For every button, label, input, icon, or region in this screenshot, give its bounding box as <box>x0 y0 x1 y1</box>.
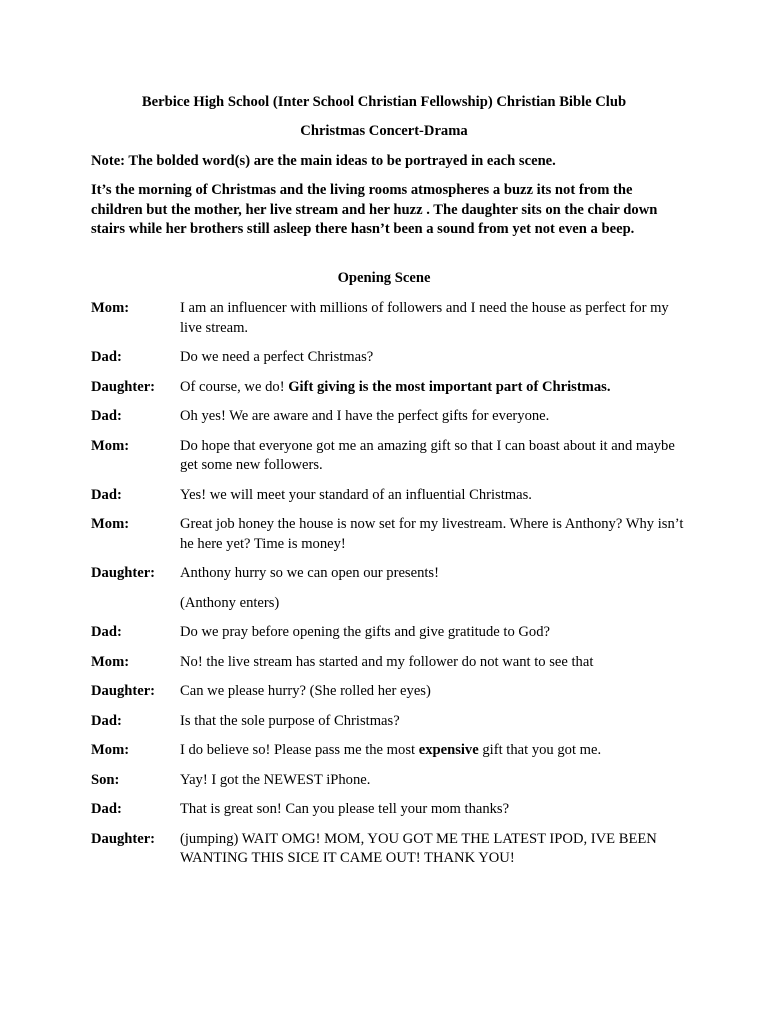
dialogue-fragment: gift that you got me. <box>478 742 602 758</box>
dialogue-line <box>91 564 686 584</box>
dialogue-text <box>180 378 686 398</box>
dialogue-line <box>91 653 686 673</box>
speaker-name: Daughter: <box>91 565 156 581</box>
dialogue-text <box>180 515 686 554</box>
dialogue-text <box>180 594 686 614</box>
dialogue-line <box>91 378 686 398</box>
speaker-name: Mom: <box>91 742 130 758</box>
dialogue-line <box>91 712 686 732</box>
dialogue-fragment: (Anthony enters) <box>180 594 280 611</box>
dialogue-line <box>91 486 686 506</box>
speaker-name: Dad: <box>91 408 122 424</box>
dialogue-line <box>91 594 686 614</box>
dialogue-text <box>180 564 686 584</box>
emphasized-text: expensive <box>418 742 479 758</box>
dialogue-text <box>180 712 686 732</box>
dialogue-text <box>180 741 686 761</box>
speaker-name: Son: <box>91 771 120 788</box>
dialogue-text <box>180 437 686 476</box>
dialogue-text <box>180 623 686 643</box>
dialogue-fragment: No! the live stream has started and my follower do not want to see that <box>180 653 594 670</box>
dialogue-line <box>91 515 686 554</box>
dialogue-line <box>91 830 686 869</box>
dialogue-line <box>91 623 686 643</box>
speaker-name <box>91 594 180 614</box>
dialogue-fragment: Oh yes! We are aware and I have the perfect gifts for everyone. <box>180 408 550 424</box>
scene-heading: Opening Scene <box>337 270 431 286</box>
dialogue-line <box>91 299 686 338</box>
dialogue-fragment: Yay! I got the NEWEST iPhone. <box>180 771 371 788</box>
dialogue-line <box>91 348 686 368</box>
dialogue-fragment: That is great son! Can you please tell your mom thanks? <box>180 801 510 817</box>
dialogue-text <box>180 299 686 338</box>
dialogue-line <box>91 800 686 820</box>
dialogue-fragment: Great job honey the house is now set for my livestream. Where is Anthony? Why isn’t he here yet? Time is money! <box>180 516 684 552</box>
dialogue-text <box>180 653 686 673</box>
bold-note: Note: The bolded word(s) are the main ideas to be portrayed in each scene. <box>91 153 556 169</box>
dialogue-fragment: Of course, we do! <box>180 378 289 395</box>
speaker-name: Mom: <box>91 653 130 670</box>
document-title: Berbice High School (Inter School Christian Fellowship) Christian Bible Club <box>141 94 627 110</box>
speaker-name: Mom: <box>91 516 130 532</box>
document-subtitle: Christmas Concert-Drama <box>300 123 468 139</box>
speaker-name: Dad: <box>91 624 122 640</box>
dialogue-fragment: Do hope that everyone got me an amazing gift so that I can boast about it and maybe get some new followers. <box>180 437 675 473</box>
dialogue-fragment: Do we need a perfect Christmas? <box>180 349 374 365</box>
dialogue-text <box>180 830 686 869</box>
dialogue-text <box>180 682 686 702</box>
dialogue-fragment: Anthony hurry so we can open our presents! <box>180 565 439 581</box>
dialogue-text <box>180 348 686 368</box>
dialogue-fragment: Is that the sole purpose of Christmas? <box>180 712 400 729</box>
dialogue-text <box>180 407 686 427</box>
speaker-name: Dad: <box>91 712 122 729</box>
dialogue-fragment: I am an influencer with millions of followers and I need the house as perfect for my live stream. <box>180 300 669 336</box>
speaker-name: Mom: <box>91 437 130 454</box>
dialogue-fragment: Do we pray before opening the gifts and give gratitude to God? <box>180 624 551 640</box>
speaker-name: Daughter: <box>91 830 156 847</box>
dialogue-text <box>180 486 686 506</box>
dialogue-fragment: I do believe so! Please pass me the most <box>180 742 419 758</box>
dialogue-text <box>180 771 686 791</box>
dialogue-line <box>91 741 686 761</box>
dialogue-fragment: Yes! we will meet your standard of an influential Christmas. <box>180 486 532 503</box>
dialogue-line <box>91 682 686 702</box>
speaker-name: Daughter: <box>91 378 156 395</box>
script-lines <box>91 299 686 879</box>
speaker-name: Mom: <box>91 300 130 316</box>
emphasized-text: Gift giving is the most important part of Christmas. <box>288 378 611 395</box>
dialogue-line <box>91 771 686 791</box>
speaker-name: Daughter: <box>91 683 156 699</box>
setting-paragraph: It’s the morning of Christmas and the living rooms atmospheres a buzz its not from the children but the mother, her live stream and her huzz . The daughter sits on the chair down stairs while her brothers still asleep there hasn’t been a sound from yet not even a beep. <box>91 182 658 237</box>
dialogue-line <box>91 437 686 476</box>
dialogue-text <box>180 800 686 820</box>
speaker-name: Dad: <box>91 801 122 817</box>
speaker-name: Dad: <box>91 349 122 365</box>
dialogue-fragment: Can we please hurry? (She rolled her eyes) <box>180 683 431 699</box>
dialogue-fragment: (jumping) WAIT OMG! MOM, YOU GOT ME THE LATEST IPOD, IVE BEEN WANTING THIS SICE IT CAME OUT! THANK YOU! <box>180 830 657 866</box>
dialogue-line <box>91 407 686 427</box>
speaker-name: Dad: <box>91 486 122 503</box>
